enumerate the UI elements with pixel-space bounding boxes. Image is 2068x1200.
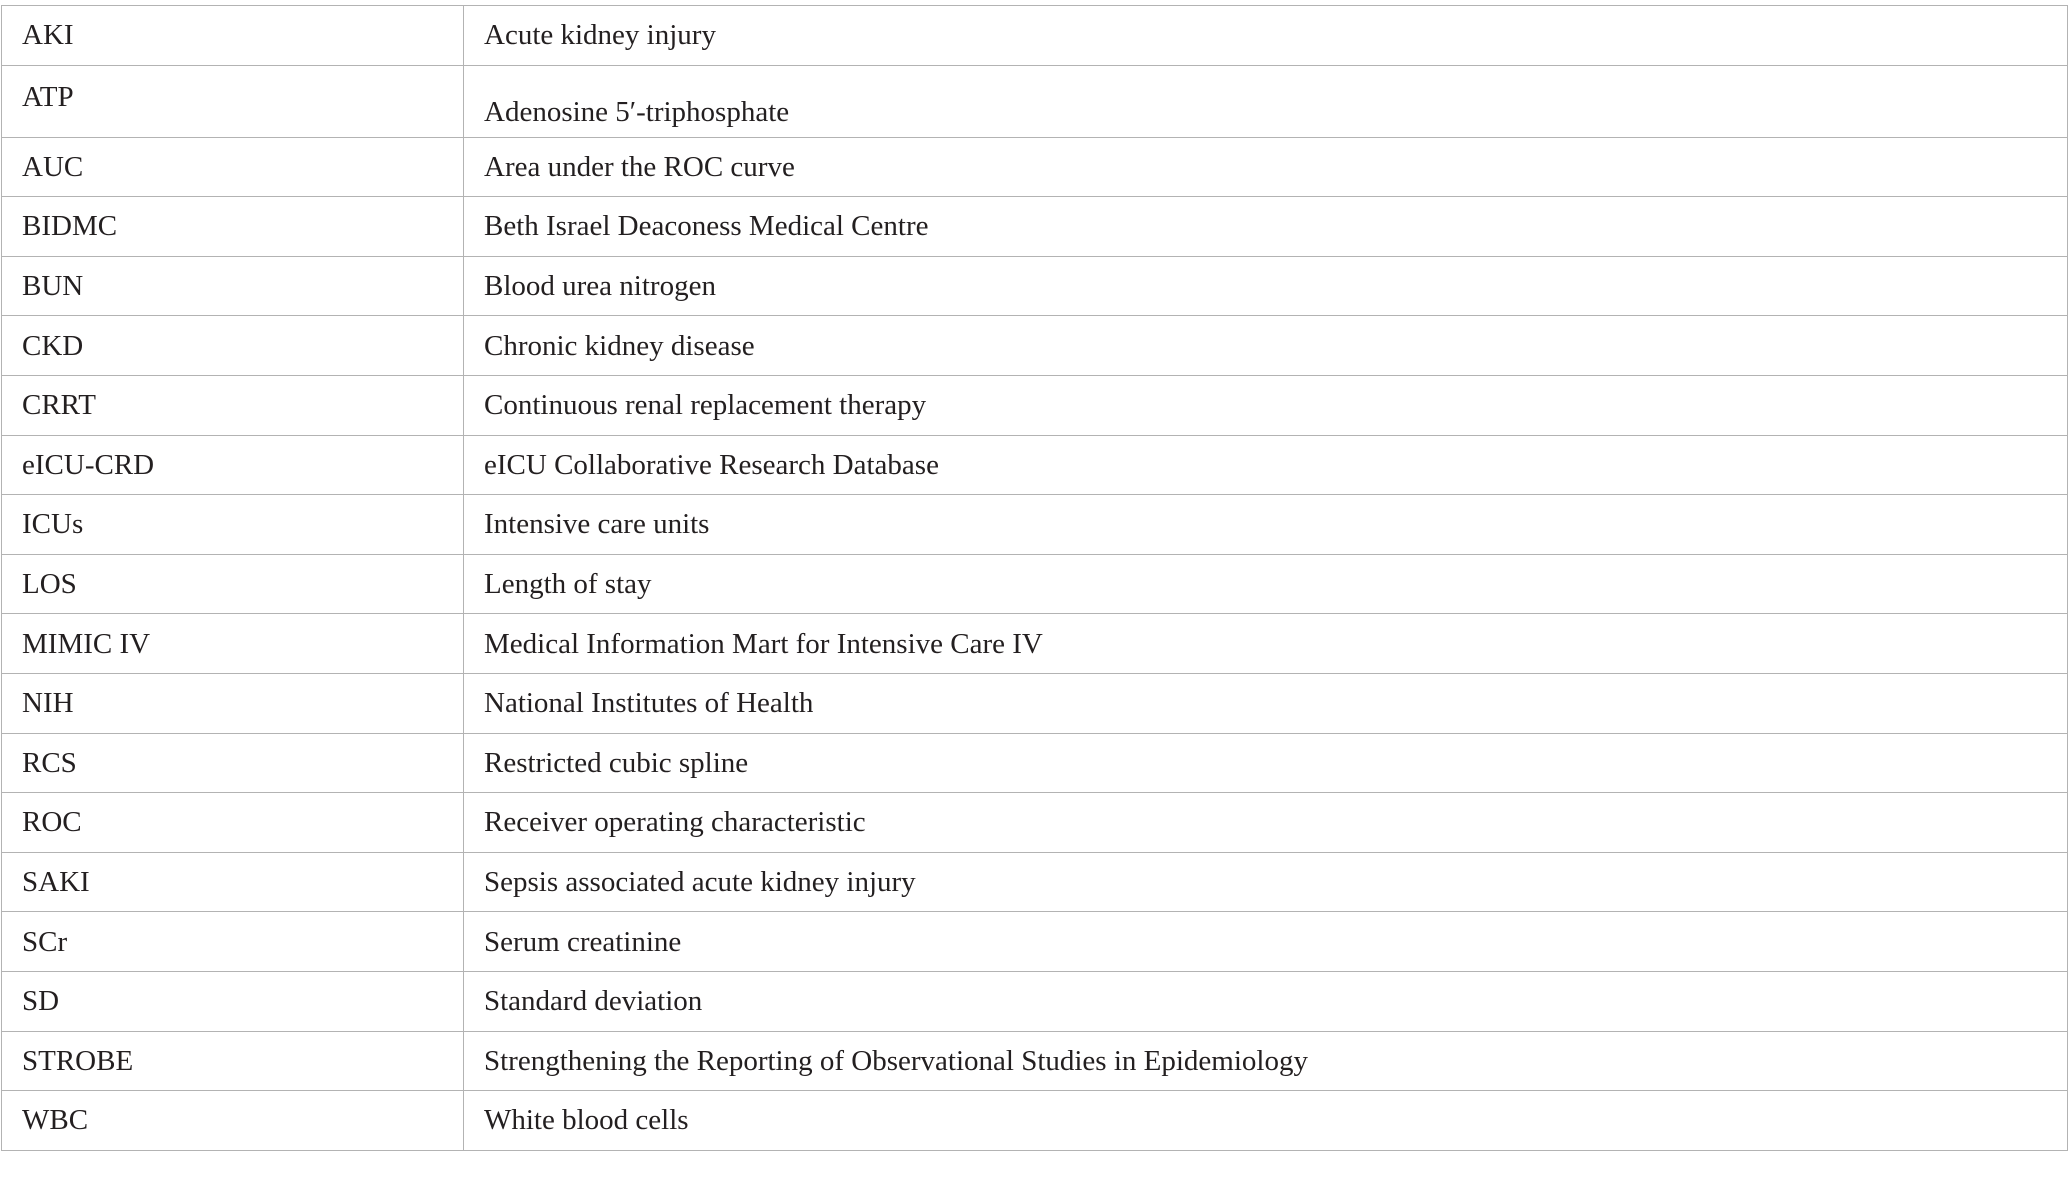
abbreviation-cell: CRRT (2, 375, 464, 435)
table-row (2, 852, 2068, 912)
definition-cell: Blood urea nitrogen (464, 256, 2068, 316)
abbreviation-cell: BIDMC (2, 197, 464, 257)
table-row (2, 912, 2068, 972)
table-row (2, 316, 2068, 376)
definition-cell: Restricted cubic spline (464, 733, 2068, 793)
definition-cell: Length of stay (464, 554, 2068, 614)
table-row (2, 6, 2068, 66)
table-row (2, 614, 2068, 674)
table-row (2, 793, 2068, 853)
abbreviation-cell: SAKI (2, 852, 464, 912)
table-row (2, 733, 2068, 793)
table-row (2, 971, 2068, 1031)
abbreviation-cell: ROC (2, 793, 464, 853)
definition-cell: National Institutes of Health (464, 673, 2068, 733)
definition-cell: Acute kidney injury (464, 6, 2068, 66)
definition-cell: Receiver operating characteristic (464, 793, 2068, 853)
abbreviation-cell: SD (2, 971, 464, 1031)
definition-cell: Chronic kidney disease (464, 316, 2068, 376)
definition-cell: eICU Collaborative Research Database (464, 435, 2068, 495)
abbreviation-cell: WBC (2, 1091, 464, 1151)
definition-cell: Strengthening the Reporting of Observational Studies in Epidemiology (464, 1031, 2068, 1091)
table-row (2, 197, 2068, 257)
definition-cell: Serum creatinine (464, 912, 2068, 972)
abbreviation-cell: RCS (2, 733, 464, 793)
table-row (2, 375, 2068, 435)
table-row (2, 1031, 2068, 1091)
definition-cell: Medical Information Mart for Intensive Care IV (464, 614, 2068, 674)
abbreviation-cell: AKI (2, 6, 464, 66)
table-row (2, 435, 2068, 495)
abbreviations-table (1, 5, 2068, 1151)
table-row (2, 673, 2068, 733)
table-row (2, 554, 2068, 614)
abbreviation-cell: LOS (2, 554, 464, 614)
abbreviation-cell: STROBE (2, 1031, 464, 1091)
abbreviation-cell: CKD (2, 316, 464, 376)
definition-cell: Standard deviation (464, 971, 2068, 1031)
definition-cell: White blood cells (464, 1091, 2068, 1151)
table-row (2, 65, 2068, 137)
definition-cell: Beth Israel Deaconess Medical Centre (464, 197, 2068, 257)
table-row (2, 1091, 2068, 1151)
abbreviation-cell: AUC (2, 137, 464, 197)
definition-cell: Adenosine 5′-triphosphate (464, 65, 2068, 137)
abbreviation-cell: SCr (2, 912, 464, 972)
abbreviation-cell: BUN (2, 256, 464, 316)
definition-cell: Intensive care units (464, 495, 2068, 555)
abbreviation-cell: ATP (2, 65, 464, 137)
abbreviation-cell: eICU-CRD (2, 435, 464, 495)
abbreviation-cell: ICUs (2, 495, 464, 555)
table-row (2, 495, 2068, 555)
definition-cell: Continuous renal replacement therapy (464, 375, 2068, 435)
table-row (2, 256, 2068, 316)
table-row (2, 137, 2068, 197)
definition-cell: Area under the ROC curve (464, 137, 2068, 197)
definition-cell: Sepsis associated acute kidney injury (464, 852, 2068, 912)
abbreviation-cell: NIH (2, 673, 464, 733)
abbreviation-cell: MIMIC IV (2, 614, 464, 674)
